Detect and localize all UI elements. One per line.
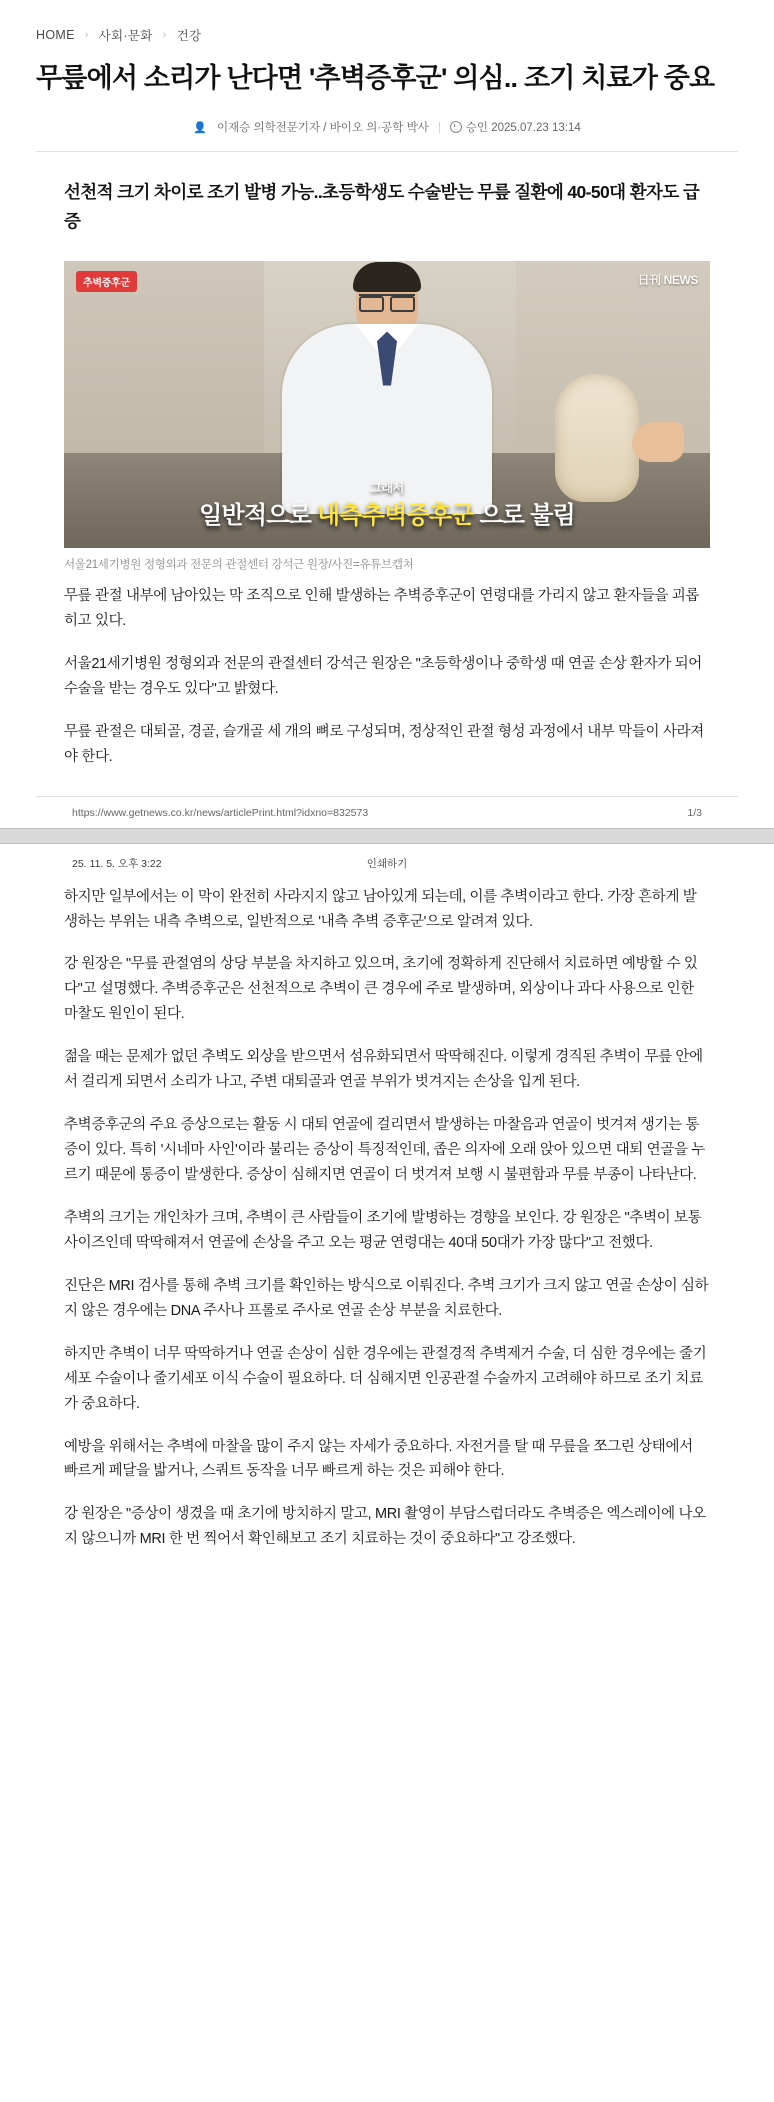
print-header-title: 인쇄하기 bbox=[366, 857, 408, 870]
video-badge: 추벽증후군 bbox=[76, 271, 137, 292]
glasses-icon bbox=[359, 294, 415, 308]
breadcrumb-separator-icon: › bbox=[162, 29, 167, 41]
article-paragraph: 젊을 때는 문제가 없던 추벽도 외상을 받으면서 섬유화되면서 딱딱해진다. 이렇게 경직된 추벽이 무릎 안에서 걸리게 되면서 소리가 나고, 주변 대퇴골과 연골 부위가 벗겨지는 손상을 입게 된다. bbox=[64, 1049, 703, 1091]
article-paragraph: 무릎 관절은 대퇴골, 경골, 슬개골 세 개의 뼈로 구성되며, 정상적인 관절 형성 과정에서 내부 막들이 사라져야 한다. bbox=[64, 723, 704, 765]
print-header-page2 bbox=[36, 844, 738, 885]
article-figure bbox=[64, 261, 710, 572]
printed-page-1 bbox=[0, 0, 774, 828]
page-break bbox=[0, 828, 774, 844]
byline bbox=[36, 119, 738, 152]
printed-page-2 bbox=[0, 844, 774, 1601]
article-paragraph: 강 원장은 "무릎 관절염의 상당 부분을 차지하고 있으며, 초기에 정확하게 진단해서 치료하면 예방할 수 있다"고 설명했다. 추벽증후군은 선천적으로 추벽이 큰 경우에 주로 발생하며, 외상이나 과다 사용으로 인한 마찰도 원인이 된다. bbox=[64, 956, 698, 1023]
doctor-tie bbox=[377, 332, 397, 386]
video-subtitle-part-3: 으로 불림 bbox=[479, 501, 575, 529]
byline-author: 이재승 의학전문기자 / 바이오 의·공학 박사 bbox=[216, 122, 429, 135]
byline-divider bbox=[439, 122, 440, 133]
person-icon: 👤 bbox=[193, 121, 207, 134]
article-lead: 선천적 크기 차이로 조기 발병 가능..초등학생도 수술받는 무릎 질환에 40-50대 환자도 급증 bbox=[64, 182, 700, 231]
video-subtitle-part-1: 일반적으로 bbox=[199, 501, 312, 529]
article-paragraph: 무릎 관절 내부에 남아있는 막 조직으로 인해 발생하는 추벽증후군이 연령대를 가리지 않고 환자들을 괴롭히고 있다. bbox=[64, 587, 700, 629]
article-paragraph: 추벽의 크기는 개인차가 크며, 추벽이 큰 사람들이 조기에 발병하는 경향을 보인다. 강 원장은 "추벽이 보통 사이즈인데 딱딱해져서 연골에 손상을 주고 오는 평균 연령대는 40대 50대가 가장 많다"고 전했다. bbox=[64, 1209, 702, 1251]
article-paragraph: 하지만 추벽이 너무 딱딱하거나 연골 손상이 심한 경우에는 관절경적 추벽제거 수술, 더 심한 경우에는 줄기세포 수술이나 줄기세포 이식 수술이 필요하다. 더 심해지면 인공관절 수술까지 고려해야 하므로 조기 치료가 중요하다. bbox=[64, 1345, 707, 1412]
article-paragraph: 예방을 위해서는 추벽에 마찰을 많이 주지 않는 자세가 중요하다. 자전거를 탈 때 무릎을 쪼그린 상태에서 빠르게 페달을 밟거나, 스쿼트 동작을 너무 빠르게 하는 것은 피해야 한다. bbox=[64, 1438, 693, 1480]
article-paragraph: 강 원장은 "증상이 생겼을 때 초기에 방치하지 말고, MRI 촬영이 부담스럽더라도 추벽증은 엑스레이에 나오지 않으니까 MRI 한 번 찍어서 확인해보고 조기 치료하는 것이 중요하다"고 강조했다. bbox=[64, 1506, 706, 1548]
breadcrumb-item-society-culture[interactable]: 사회·문화 bbox=[98, 29, 153, 43]
print-header-date: 25. 11. 5. 오후 3:22 bbox=[72, 857, 162, 870]
article-body-page1 bbox=[36, 178, 738, 769]
video-subtitle-main bbox=[199, 495, 575, 530]
print-footer-page1 bbox=[36, 796, 738, 828]
clock-icon bbox=[450, 121, 462, 133]
byline-timestamp bbox=[450, 119, 581, 135]
doctor-hair bbox=[353, 262, 421, 292]
video-logo: 日刊 NEWS bbox=[637, 272, 698, 287]
article-paragraph: 서울21세기병원 정형외과 전문의 관절센터 강석근 원장은 "초등학생이나 중학생 때 연골 손상 환자가 되어 수술을 받는 경우도 있다"고 밝혔다. bbox=[64, 655, 702, 697]
video-subtitle-small: 그래서 bbox=[370, 480, 404, 495]
figure-image bbox=[64, 261, 710, 548]
article-paragraph: 추벽증후군의 주요 증상으로는 활동 시 대퇴 연골에 걸리면서 발생하는 마찰음과 연골이 벗겨져 생기는 통증이 있다. 특히 '시네마 사인'이라 불리는 증상이 특징적인데, 좁은 의자에 오래 앉아 있으면 대퇴 연골을 누르기 때문에 통증이 발생한다. 증상이 심해지면 연골이 더 벗겨져 보행 시 불편함과 무릎 부종이 나타난다. bbox=[64, 1117, 705, 1183]
print-footer-pagenumber: 1/3 bbox=[687, 806, 702, 819]
breadcrumb-item-health[interactable]: 건강 bbox=[176, 29, 202, 43]
print-footer-url[interactable]: https://www.getnews.co.kr/news/articlePrint.html?idxno=832573 bbox=[72, 806, 369, 819]
article-paragraph: 진단은 MRI 검사를 통해 추벽 크기를 확인하는 방식으로 이뤄진다. 추벽 크기가 크지 않고 연골 손상이 심하지 않은 경우에는 DNA 주사나 프롤로 주사로 연골 손상 부분을 치료한다. bbox=[64, 1277, 709, 1319]
video-subtitle-part-2: 내측추벽증후군 bbox=[316, 501, 474, 529]
breadcrumb bbox=[36, 26, 738, 44]
byline-approved-label: 승인 2025.07.23 13:14 bbox=[465, 122, 581, 135]
hand bbox=[632, 422, 684, 462]
breadcrumb-item-home[interactable]: HOME bbox=[36, 28, 75, 42]
article-body-page2 bbox=[36, 885, 738, 1553]
figure-caption: 서울21세기병원 정형외과 전문의 관절센터 강석근 원장/사진=유튜브캡쳐 bbox=[64, 558, 414, 571]
breadcrumb-separator-icon: › bbox=[84, 29, 89, 41]
knee-model bbox=[555, 374, 639, 502]
page-title: 무릎에서 소리가 난다면 '추벽증후군' 의심.. 조기 치료가 중요 bbox=[36, 63, 715, 93]
article-paragraph: 하지만 일부에서는 이 막이 완전히 사라지지 않고 남아있게 되는데, 이를 추벽이라고 한다. 가장 흔하게 발생하는 부위는 내측 추벽으로, 일반적으로 '내측 추벽 증후군'으로 알려져 있다. bbox=[64, 888, 697, 930]
